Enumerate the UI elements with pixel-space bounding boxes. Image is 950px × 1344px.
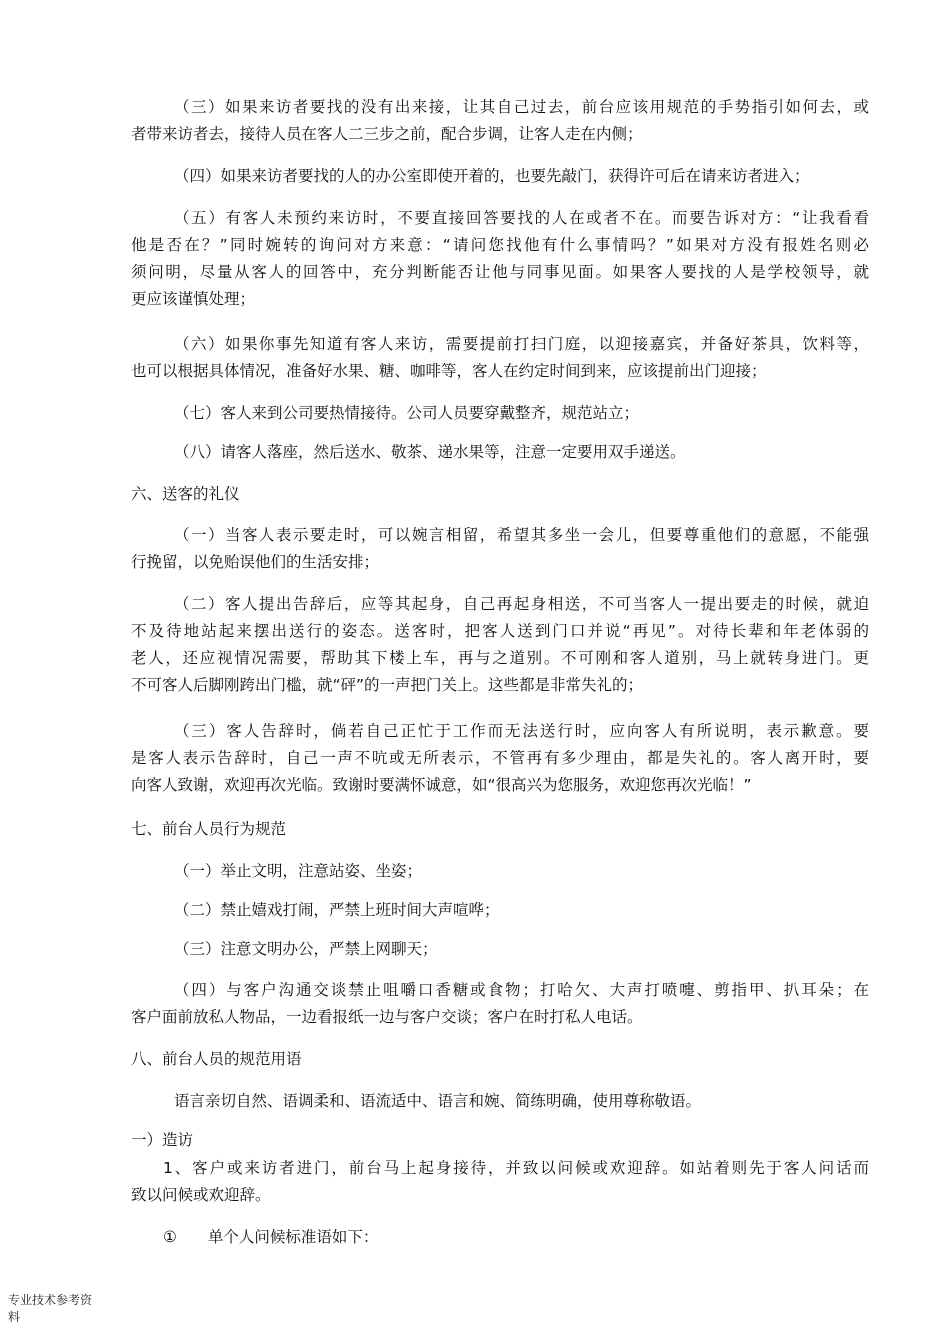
text-line: （四）与客户沟通交谈禁止咀嚼口香糖或食物；打哈欠、大声打喷嚏、剪指甲、扒耳朵；在 — [174, 981, 869, 999]
paragraph — [131, 1088, 869, 1115]
text-line: （三）如果来访者要找的没有出来接，让其自己过去，前台应该用规范的手势指引如何去，或 — [174, 98, 869, 116]
text-line: （二）客人提出告辞后，应等其起身，自己再起身相送，不可当客人一提出要走的时候，就迫 — [174, 595, 869, 613]
text-line: 致以问候或欢迎辞。 — [131, 1186, 271, 1204]
paragraph — [131, 400, 869, 427]
paragraph — [131, 936, 869, 963]
text-line: （一）举止文明，注意站姿、坐姿； — [174, 862, 423, 880]
footer-line: 专业技术参考资 — [8, 1293, 93, 1307]
text-line: 八、前台人员的规范用语 — [131, 1050, 302, 1068]
text-line: （五）有客人未预约来访时，不要直接回答要找的人在或者不在。而要告诉对方：“让我看看 — [174, 209, 869, 227]
text-line: （七）客人来到公司要热情接待。公司人员要穿戴整齐，规范站立； — [174, 404, 640, 422]
text-line: 一）造访 — [131, 1131, 194, 1149]
text-line: （一）当客人表示要走时，可以婉言相留，希望其多坐一会儿，但要尊重他们的意愿，不能强 — [174, 526, 869, 544]
paragraph — [131, 718, 869, 799]
text-line: （三）注意文明办公，严禁上网聊天； — [174, 940, 438, 958]
text-line: （八）请客人落座，然后送水、敬茶、递水果等，注意一定要用双手递送。 — [174, 443, 686, 461]
paragraph — [131, 163, 869, 190]
text-line: （四）如果来访者要找的人的办公室即使开着的，也要先敲门，获得许可后在请来访者进入； — [174, 167, 810, 185]
text-line: 1、客户或来访者进门，前台马上起身接待，并致以问候或欢迎辞。如站着则先于客人问话而 — [163, 1159, 869, 1177]
text-line: 行挽留，以免贻误他们的生活安排； — [131, 553, 380, 571]
text-line: （六）如果你事先知道有客人来访，需要提前打扫门庭，以迎接嘉宾，并备好茶具，饮料等， — [174, 335, 869, 353]
section-heading — [131, 816, 869, 843]
text-line: 更应该谨慎处理； — [131, 290, 256, 308]
text-line: 他是否在？”同时婉转的询问对方来意：“请问您找他有什么事情吗？”如果对方没有报姓名则必 — [131, 236, 869, 254]
section-heading — [131, 481, 869, 508]
text-line: 不及待地站起来摆出送行的姿态。送客时，把客人送到门口并说“再见”。对待长辈和年老体弱的 — [131, 622, 869, 640]
text-line: 是客人表示告辞时，自己一声不吭或无所表示，不管再有多少理由，都是失礼的。客人离开时，要 — [131, 749, 869, 767]
page-footer — [8, 1292, 92, 1326]
text-line: （二）禁止嬉戏打闹，严禁上班时间大声喧哗； — [174, 901, 500, 919]
paragraph — [131, 897, 869, 924]
text-line: 也可以根据具体情况，准备好水果、糖、咖啡等，客人在约定时间到来，应该提前出门迎接； — [131, 362, 767, 380]
paragraph — [131, 977, 869, 1031]
paragraph — [131, 205, 869, 313]
text-line: 语言亲切自然、语调柔和、语流适中、语言和婉、简练明确，使用尊称敬语。 — [174, 1092, 702, 1110]
text-line: 者带来访者去，接待人员在客人二三步之前，配合步调，让客人走在内侧； — [131, 125, 643, 143]
paragraph — [131, 439, 869, 466]
paragraph — [131, 331, 869, 385]
paragraph — [131, 94, 869, 148]
text-line: 不可客人后脚刚跨出门槛，就“砰”的一声把门关上。这些都是非常失礼的； — [131, 676, 644, 694]
paragraph — [131, 591, 869, 699]
section-heading — [131, 1046, 869, 1073]
paragraph — [131, 1155, 869, 1209]
text-line: （三）客人告辞时，倘若自己正忙于工作而无法送行时，应向客人有所说明，表示歉意。要 — [174, 722, 869, 740]
paragraph — [131, 522, 869, 576]
list-item — [131, 1224, 869, 1251]
text-line: 向客人致谢，欢迎再次光临。致谢时要满怀诚意，如“很高兴为您服务，欢迎您再次光临！” — [131, 776, 752, 794]
text-line: 七、前台人员行为规范 — [131, 820, 287, 838]
paragraph — [131, 858, 869, 885]
text-line: 客户面前放私人物品，一边看报纸一边与客户交谈；客户在时打私人电话。 — [131, 1008, 643, 1026]
text-line: 六、送客的礼仪 — [131, 485, 240, 503]
footer-line: 料 — [8, 1310, 21, 1324]
text-line: ① 单个人问候标准语如下： — [163, 1228, 379, 1246]
text-line: 老人，还应视情况需要，帮助其下楼上车，再与之道别。不可刚和客人道别，马上就转身进门。更 — [131, 649, 869, 667]
text-line: 须问明，尽量从客人的回答中，充分判断能否让他与同事见面。如果客人要找的人是学校领导，就 — [131, 263, 869, 281]
subsection-heading — [131, 1127, 869, 1154]
